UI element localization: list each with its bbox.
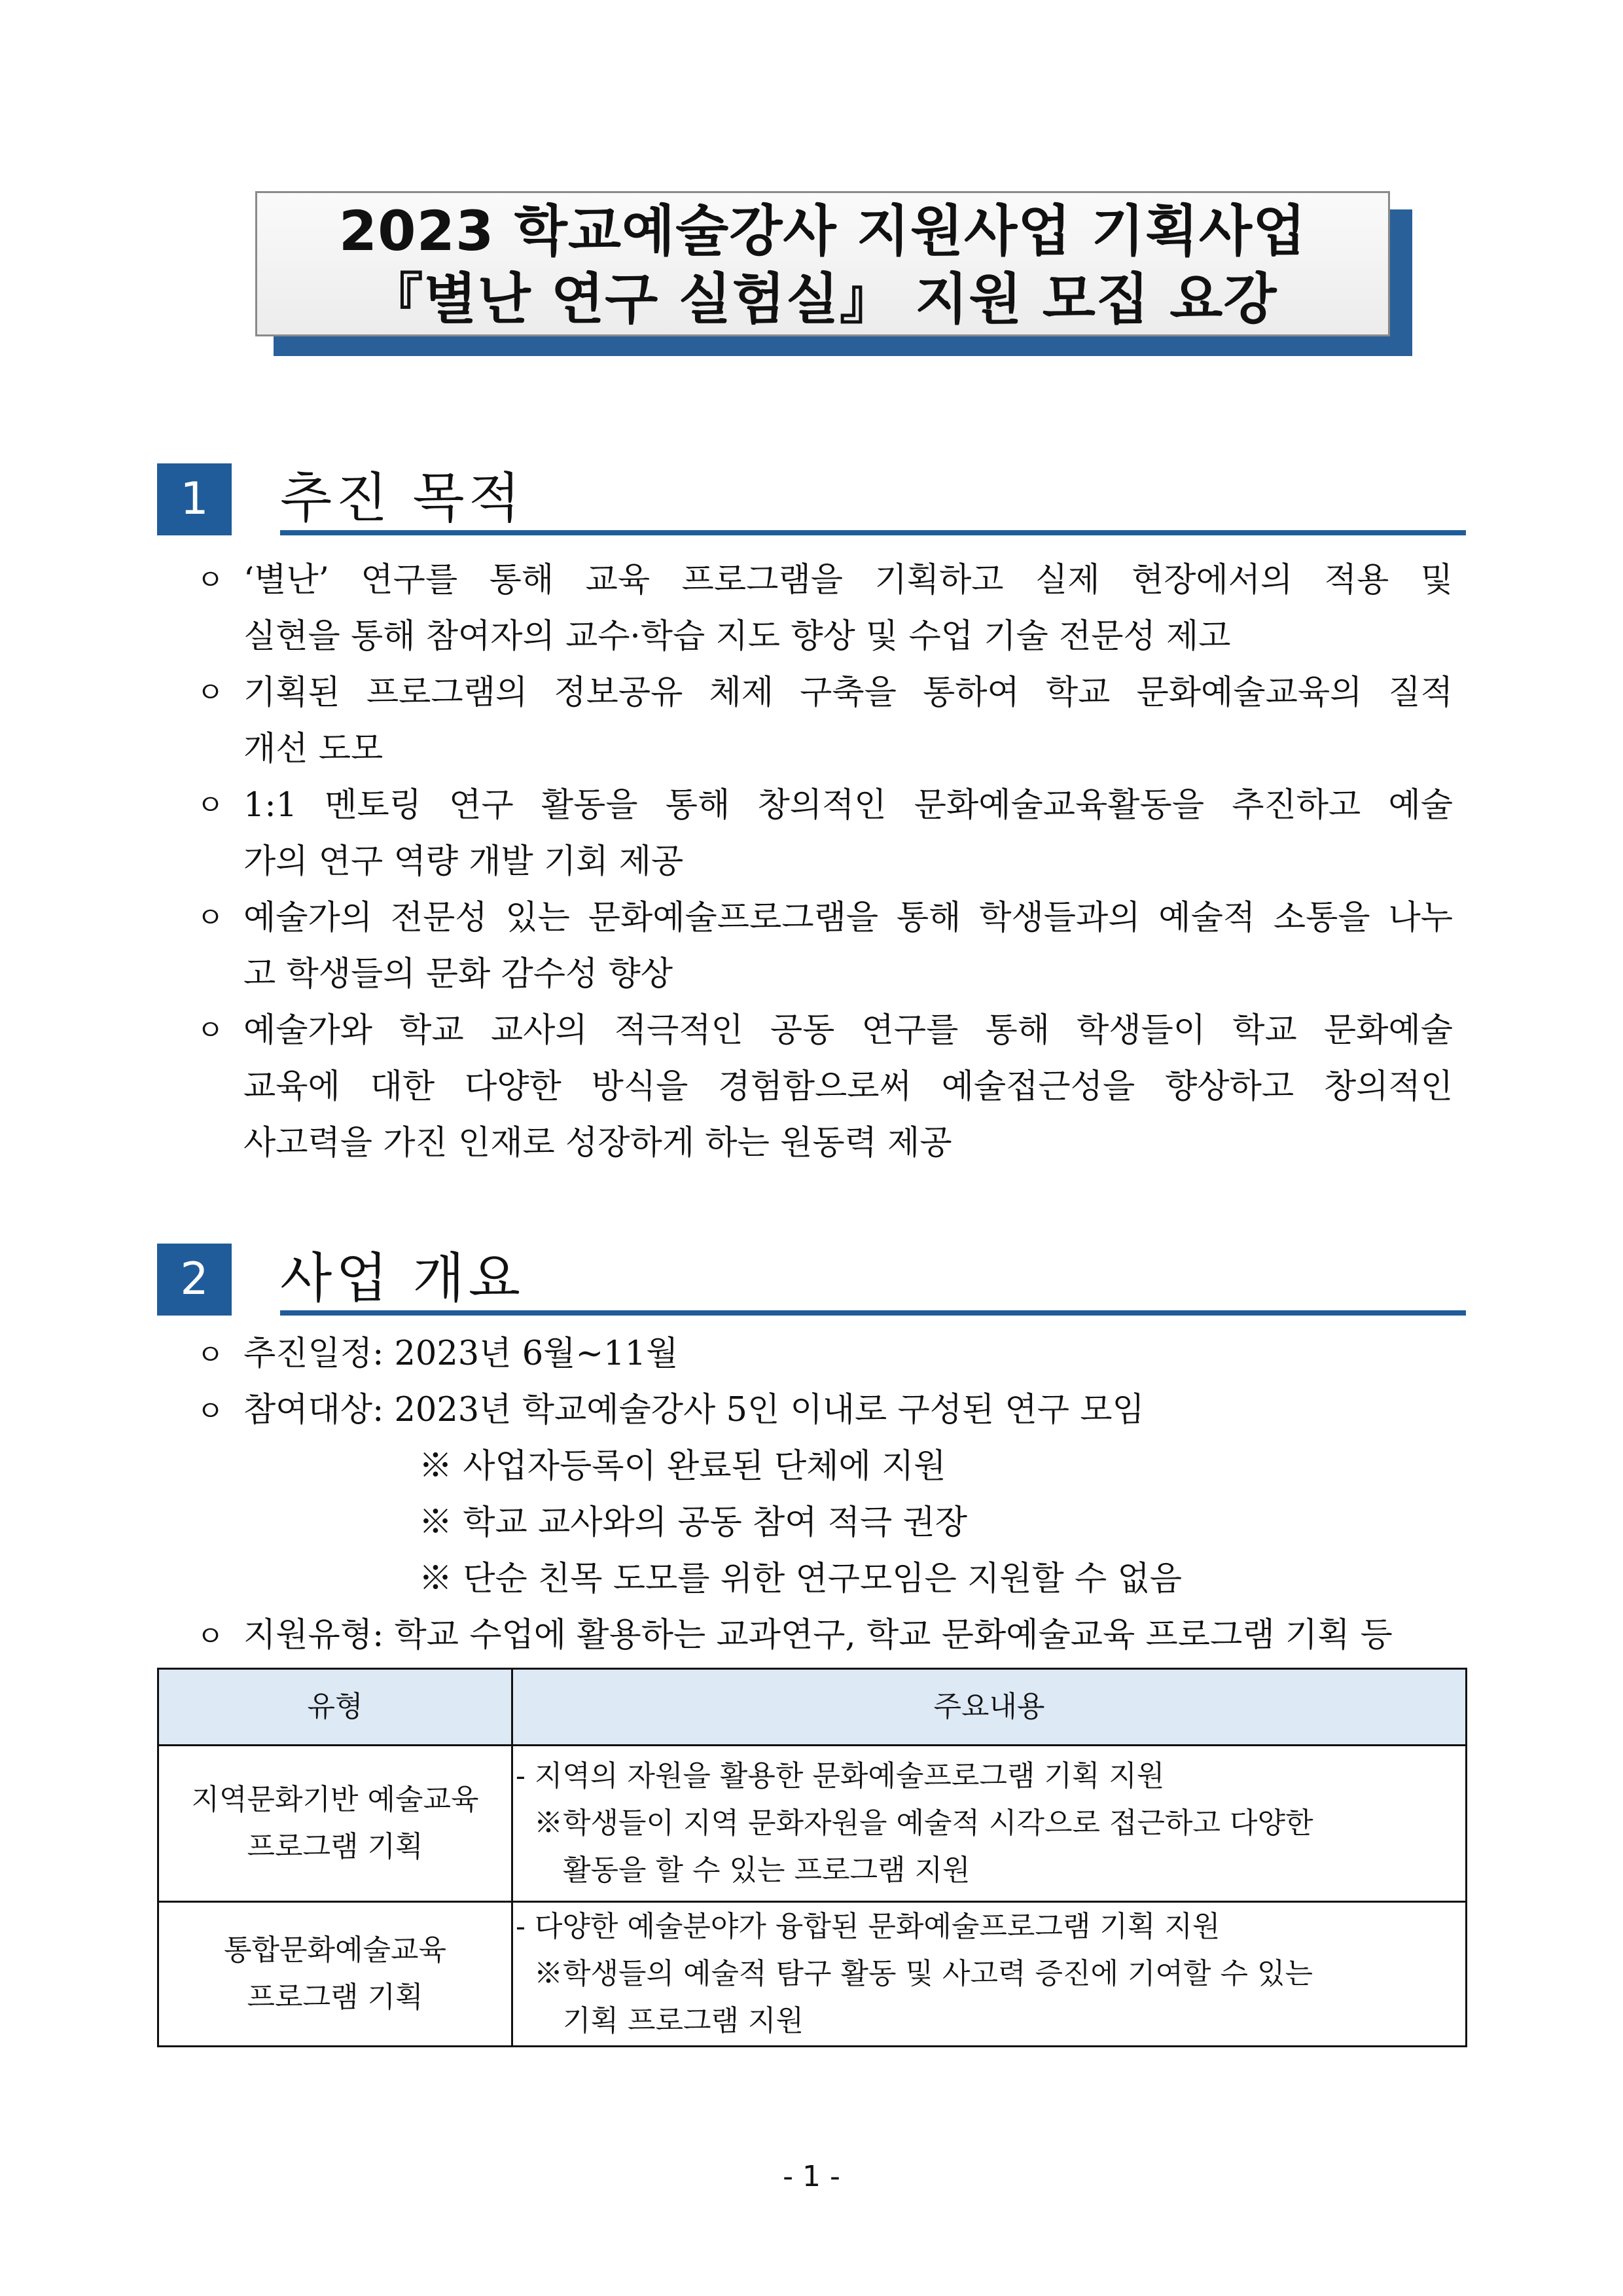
section-2-number: 2 <box>157 1244 232 1316</box>
row-1-type <box>158 1746 512 1902</box>
target-note-2: ※ 학교 교사와의 공동 참여 적극 권장 <box>419 1503 967 1542</box>
title-line-1: 2023 학교예술강사 지원사업 기획사업 <box>338 199 1307 263</box>
row-2-type-line-2: 프로그램 기획 <box>247 1981 423 2014</box>
purpose-3-line-2: 가의 연구 역량 개발 기회 제공 <box>243 842 684 881</box>
purpose-item-5 <box>196 1003 1453 1172</box>
support-type-table <box>157 1668 1467 2047</box>
purpose-1-line-2: 실현을 통해 참여자의 교수·학습 지도 향상 및 수업 기술 전문성 제고 <box>243 617 1231 656</box>
schedule-text: 추진일정: 2023년 6월~11월 <box>243 1335 679 1373</box>
purpose-2-line-2: 개선 도모 <box>243 730 383 768</box>
header-content: 주요내용 <box>512 1669 1467 1746</box>
section-2-rule <box>280 1310 1466 1316</box>
target-item <box>196 1382 1145 1440</box>
title-panel <box>255 191 1390 336</box>
purpose-5-line-3: 사고력을 가진 인재로 성장하게 하는 원동력 제공 <box>243 1124 952 1162</box>
row-2-content-note-1: ※학생들의 예술적 탐구 활동 및 사고력 증진에 기여할 수 있는 <box>534 1957 1313 1990</box>
table-header-row <box>158 1669 1467 1746</box>
purpose-2-line-1: 기획된 프로그램의 정보공유 체제 구축을 통하여 학교 문화예술교육의 질적 <box>243 673 1453 712</box>
section-1-header <box>157 463 1466 535</box>
purpose-item-3 <box>196 778 1453 890</box>
support-type-text: 지원유형: 학교 수업에 활용하는 교과연구, 학교 문화예술교육 프로그램 기획 등 <box>243 1616 1393 1655</box>
section-1-rule <box>280 530 1466 535</box>
section-2-title: 사업 개요 <box>280 1247 524 1310</box>
section-2-header <box>157 1244 1466 1316</box>
bullet-icon: ㅇ <box>196 564 224 597</box>
header-type: 유형 <box>158 1669 512 1746</box>
row-2-content <box>512 1902 1467 2047</box>
table-row <box>158 1902 1467 2047</box>
bullet-icon: ㅇ <box>196 1620 224 1653</box>
bullet-icon: ㅇ <box>196 1395 224 1428</box>
title-line-2: 『별난 연구 실험실』 지원 모집 요강 <box>368 267 1277 331</box>
row-1-content <box>512 1746 1467 1902</box>
purpose-5-line-2: 교육에 대한 다양한 방식을 경험함으로써 예술접근성을 향상하고 창의적인 <box>243 1067 1453 1106</box>
row-1-content-note-2: 활동을 할 수 있는 프로그램 지원 <box>563 1854 971 1887</box>
row-2-content-note-2: 기획 프로그램 지원 <box>563 2004 804 2037</box>
purpose-item-2 <box>196 665 1453 778</box>
target-note-1: ※ 사업자등록이 완료된 단체에 지원 <box>419 1447 946 1486</box>
bullet-icon: ㅇ <box>196 676 224 709</box>
row-1-type-line-1: 지역문화기반 예술교육 <box>191 1783 479 1816</box>
page-number: - 1 - <box>783 2160 840 2193</box>
table-row <box>158 1746 1467 1902</box>
purpose-4-line-1: 예술가의 전문성 있는 문화예술프로그램을 통해 학생들과의 예술적 소통을 나누 <box>243 899 1453 937</box>
purpose-4-line-2: 고 학생들의 문화 감수성 향상 <box>243 955 673 994</box>
schedule-item <box>196 1326 678 1384</box>
row-1-content-main: - 지역의 자원을 활용한 문화예술프로그램 기획 지원 <box>516 1759 1165 1793</box>
bullet-icon: ㅇ <box>196 1014 224 1047</box>
target-note-3: ※ 단순 친목 도모를 위한 연구모임은 지원할 수 없음 <box>419 1560 1183 1598</box>
support-type-item <box>196 1607 1393 1665</box>
purpose-5-line-1: 예술가와 학교 교사의 적극적인 공동 연구를 통해 학생들이 학교 문화예술 <box>243 1011 1453 1050</box>
target-text: 참여대상: 2023년 학교예술강사 5인 이내로 구성된 연구 모임 <box>243 1391 1145 1429</box>
section-1-title: 추진 목적 <box>280 467 524 529</box>
section-1-number: 1 <box>157 463 232 535</box>
purpose-item-1 <box>196 552 1453 665</box>
row-1-content-note-1: ※학생들이 지역 문화자원을 예술적 시각으로 접근하고 다양한 <box>534 1806 1313 1840</box>
row-2-type-line-1: 통합문화예술교육 <box>223 1933 447 1967</box>
bullet-icon: ㅇ <box>196 901 224 935</box>
bullet-icon: ㅇ <box>196 1338 224 1372</box>
purpose-1-line-1: ‘별난’ 연구를 통해 교육 프로그램을 기획하고 실제 현장에서의 적용 및 <box>243 561 1453 600</box>
row-2-type <box>158 1902 512 2047</box>
purpose-item-4 <box>196 890 1453 1003</box>
row-2-content-main: - 다양한 예술분야가 융합된 문화예술프로그램 기획 지원 <box>516 1910 1221 1943</box>
purpose-3-line-1: 1:1 멘토링 연구 활동을 통해 창의적인 문화예술교육활동을 추진하고 예술 <box>243 786 1453 825</box>
bullet-icon: ㅇ <box>196 789 224 822</box>
title-box <box>255 191 1407 342</box>
row-1-type-line-2: 프로그램 기획 <box>247 1830 423 1863</box>
